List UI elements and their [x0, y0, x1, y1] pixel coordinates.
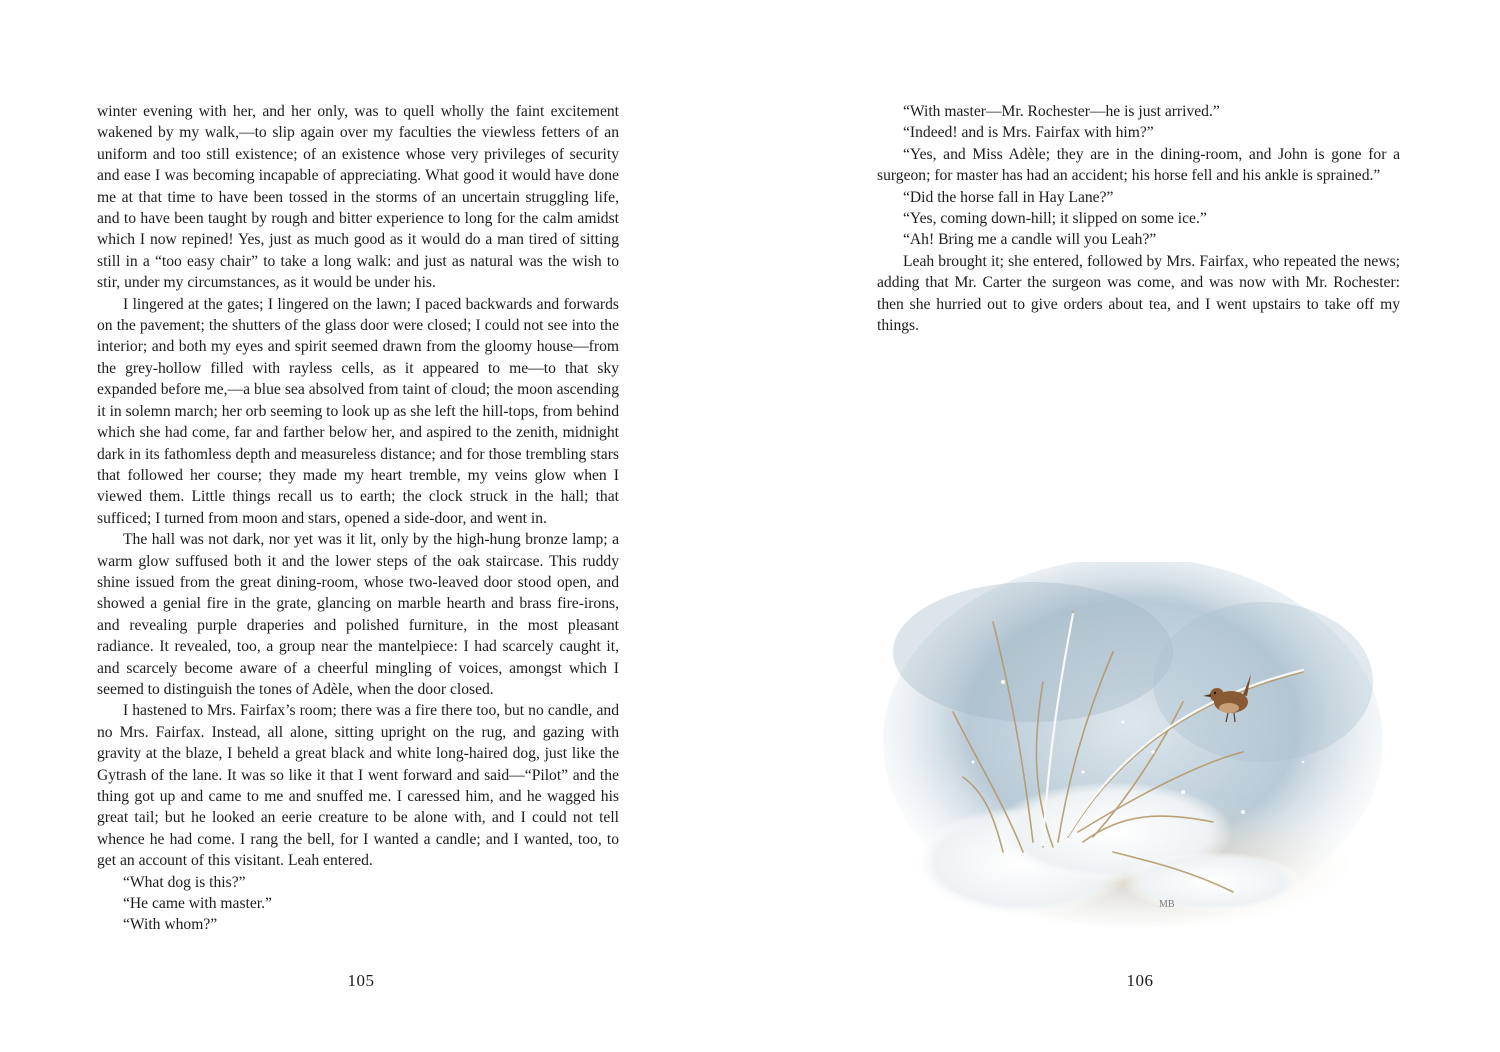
dialogue-line: “Indeed! and is Mrs. Fairfax with him?” — [903, 124, 1154, 142]
artist-signature: MB — [1159, 899, 1175, 910]
dialogue-line: “What dog is this?” — [123, 873, 246, 891]
page-number: 105 — [347, 971, 375, 990]
wren-in-snow-illustration — [883, 562, 1383, 944]
paragraph: I lingered at the gates; I lingered on the lawn; I paced backwards and forwards on the pavement; the shutters of the glass door were closed; I could not see into the interior; and both my eyes and spirit seemed drawn from the gloomy house—from the grey-hollow filled with rayless cells, as it appeared to me—to that sky expanded before me,—a blue sea absolved from taint of cloud; the moon ascending it in solemn march; her orb seeming to look up as she left the hill-tops, from behind which she had come, far and farther below her, and aspired to the zenith, midnight dark in its fathomless depth and measureless distance; and for those trembling stars that followed her course; they made my heart tremble, my veins glow when I viewed them. Little things recall us to earth; the clock struck in the hall; that sufficed; I turned from moon and stars, opened a side-door, and went in. — [97, 295, 619, 527]
dialogue-line: “He came with master.” — [123, 895, 272, 913]
dialogue-line: “Yes, coming down-hill; it slipped on some ice.” — [903, 210, 1207, 228]
dialogue-line: “Did the horse fall in Hay Lane?” — [903, 188, 1114, 206]
paragraph: Leah brought it; she entered, followed by Mrs. Fairfax, who repeated the news; adding that Mr. Carter the surgeon was come, and was now with Mr. Rochester: then she hurried out to give orders about tea, and I went upstairs to take off my things. — [877, 252, 1400, 335]
paragraph: I hastened to Mrs. Fairfax’s room; there was a fire there too, but no candle, and no Mrs. Fairfax. Instead, all alone, sitting upright on the rug, and gazing with gravity at the blaze, I beheld a great black and white long-haired dog, just like the Gytrash of the lane. It was so like it that I went forward and said—“Pilot” and the thing got up and came to me and snuffed me. I caressed him, and he wagged his great tail; but he looked an eerie creature to be alone with, and I could not tell whence he had come. I rang the bell, for I wanted a candle; and I wanted, too, to get an account of this visitant. Leah entered. — [97, 702, 619, 870]
paragraph: winter evening with her, and her only, was to quell wholly the faint excitement wakened by my walk,—to slip again over my faculties the viewless fetters of an uniform and too still existence; of an existence whose very privileges of security and ease I was becoming incapable of appreciating. What good it would have done me at that time to have been tossed in the storms of an uncertain struggling life, and to have been taught by rough and bitter experience to long for the calm amidst which I now repined! Yes, just as much good as it would do a man tired of sitting still in a “too easy chair” to take a long walk: and just as natural was the wish to stir, under my circumstances, as it would be under his. — [97, 103, 619, 292]
paragraph: The hall was not dark, nor yet was it lit, only by the high-hung bronze lamp; a warm glow suffused both it and the lower steps of the oak staircase. This ruddy shine issued from the great dining-room, whose two-leaved door stood open, and showed a genial fire in the grate, glancing on marble hearth and brass fire-irons, and revealing purple draperies and polished furniture, in the most pleasant radiance. It revealed, too, a group near the mantelpiece: I had scarcely caught it, and scarcely become aware of a cheerful mingling of voices, amongst which I seemed to distinguish the tones of Adèle, when the door closed. — [97, 531, 619, 698]
right-page — [750, 0, 1500, 1052]
page-number: 106 — [1126, 971, 1154, 990]
dialogue-line: “With master—Mr. Rochester—he is just arrived.” — [903, 103, 1220, 120]
right-page-text — [877, 101, 1400, 336]
left-page-text — [97, 101, 619, 936]
dialogue-line: “With whom?” — [123, 916, 218, 934]
dialogue-line: “Yes, and Miss Adèle; they are in the dining-room, and John is gone for a surgeon; for master has had an accident; his horse fell and his ankle is sprained.” — [877, 145, 1400, 185]
dialogue-line: “Ah! Bring me a candle will you Leah?” — [903, 231, 1157, 249]
